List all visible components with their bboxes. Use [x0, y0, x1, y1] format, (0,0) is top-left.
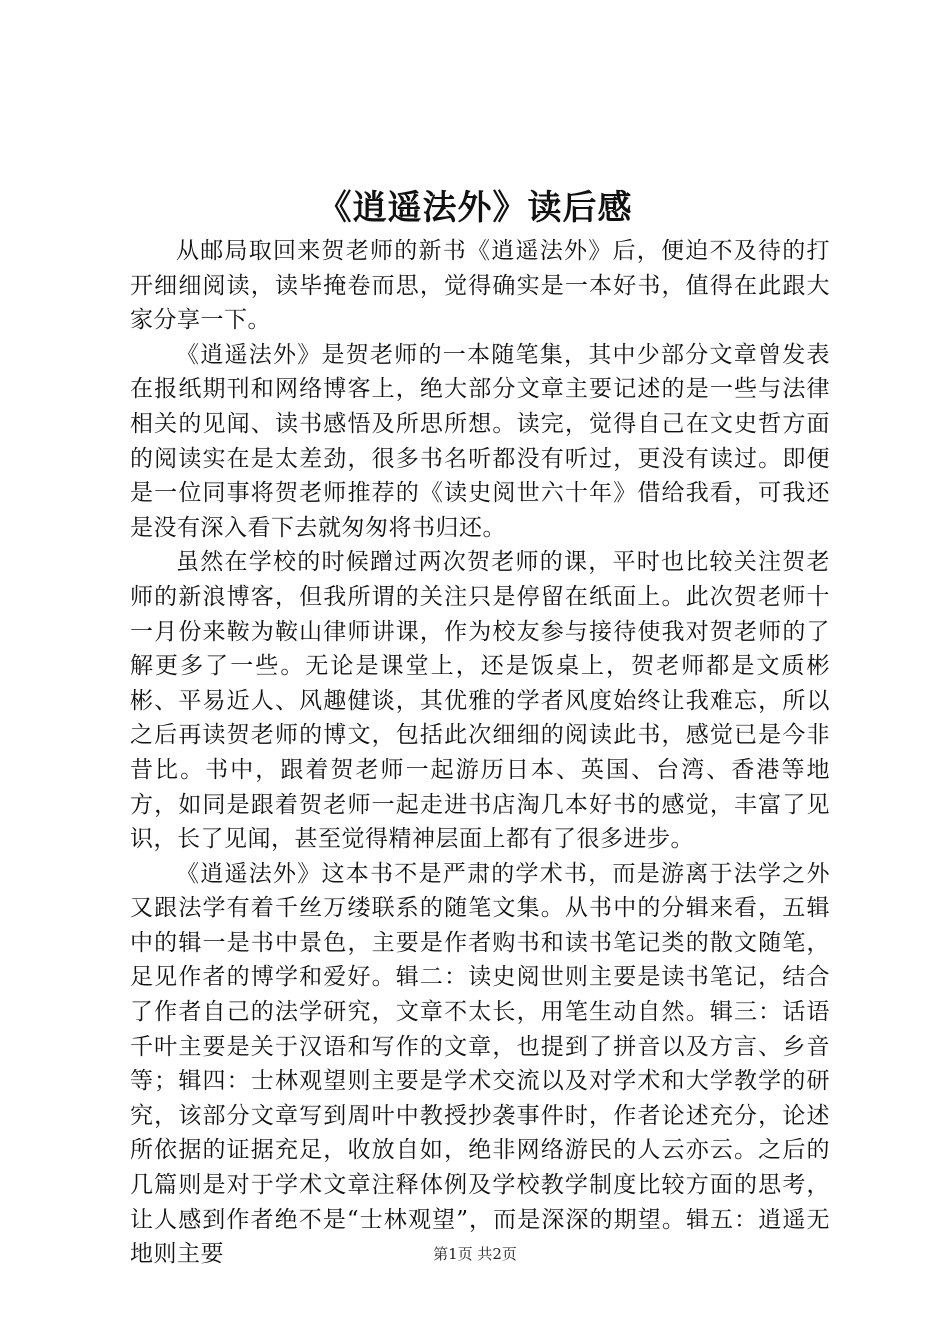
- paragraph: 《逍遥法外》这本书不是严肃的学术书，而是游离于法学之外又跟法学有着千丝万缕联系的随笔文集。从书中的分辑来看，五辑中的辑一是书中景色，主要是作者购书和读书笔记类的散文随笔，足见作者的博学和爱好。辑二：读史阅世则主要是读书笔记，结合了作者自己的法学研究，文章不太长，用笔生动自然。辑三：话语千叶主要是关于汉语和写作的文章，也提到了拼音以及方言、乡音等；辑四：士林观望则主要是学术交流以及对学术和大学教学的研究，该部分文章写到周叶中教授抄袭事件时，作者论述充分，论述所依据的证据充足，收放自如，绝非网络游民的人云亦云。之后的几篇则是对于学术文章注释体例及学校教学制度比较方面的思考，让人感到作者绝不是“士林观望”，而是深深的期望。辑五：逍遥无地则主要: [130, 860, 830, 1268]
- page-number-footer: 第1页 共2页: [433, 1245, 517, 1263]
- paragraph: 《逍遥法外》是贺老师的一本随笔集，其中少部分文章曾发表在报纸期刊和网络博客上，绝大部分文章主要记述的是一些与法律相关的见闻、读书感悟及所思所想。读完，觉得自己在文史哲方面的阅读实在是太差劲，很多书名听都没有听过，更没有读过。即便是一位同事将贺老师推荐的《读史阅世六十年》借给我看，可我还是没有深入看下去就匆匆将书归还。: [130, 341, 830, 541]
- paragraph: 从邮局取回来贺老师的新书《逍遥法外》后，便迫不及待的打开细细阅读，读毕掩卷而思，觉得确实是一本好书，值得在此跟大家分享一下。: [130, 238, 830, 334]
- document-body: [130, 234, 830, 1272]
- paragraph: 虽然在学校的时候蹭过两次贺老师的课，平时也比较关注贺老师的新浪博客，但我所谓的关注只是停留在纸面上。此次贺老师十一月份来鞍为鞍山律师讲课，作为校友参与接待使我对贺老师的了解更多了一些。无论是课堂上，还是饭桌上，贺老师都是文质彬彬、平易近人、风趣健谈，其优雅的学者风度始终让我难忘，所以之后再读贺老师的博文，包括此次细细的阅读此书，感觉已是今非昔比。书中，跟着贺老师一起游历日本、英国、台湾、香港等地方，如同是跟着贺老师一起走进书店淘几本好书的感觉，丰富了见识，长了见闻，甚至觉得精神层面上都有了很多进步。: [130, 549, 830, 853]
- document-title: 《逍遥法外》读后感: [317, 188, 633, 228]
